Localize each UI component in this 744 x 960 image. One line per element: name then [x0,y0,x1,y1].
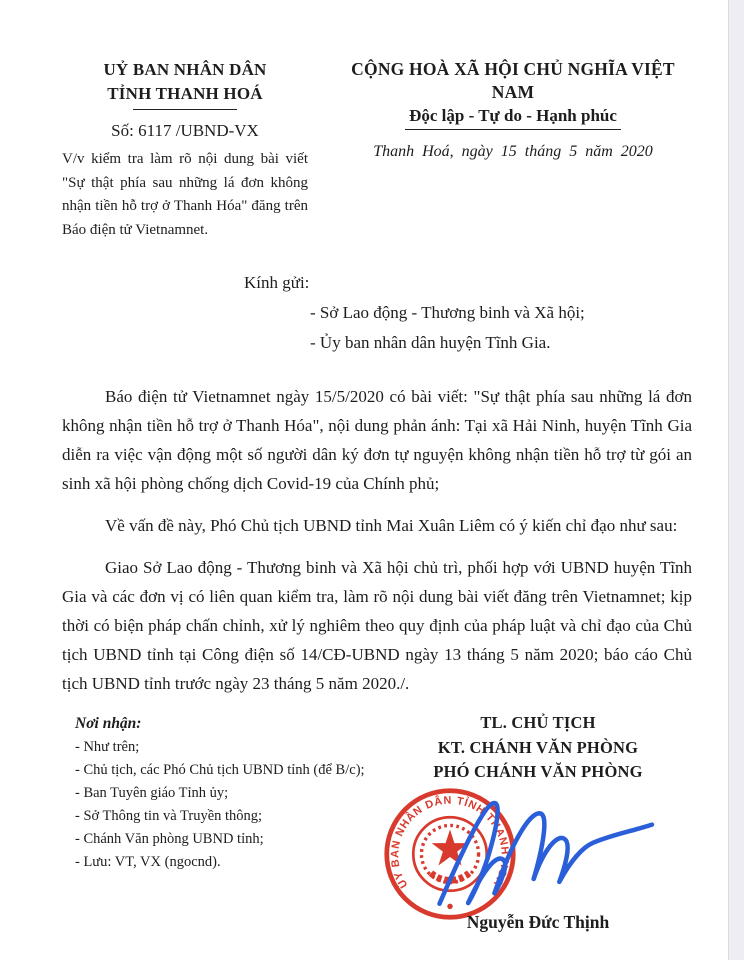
national-motto: Độc lập - Tự do - Hạnh phúc [405,106,621,130]
distribution-item: - Sở Thông tin và Truyền thông; [75,808,263,824]
distribution-item: - Chánh Văn phòng UBND tỉnh; [75,831,264,847]
letter-footer [62,711,692,936]
recipient-line: - Ủy ban nhân dân huyện Tĩnh Gia. [310,333,551,352]
distribution-item: - Chủ tịch, các Phó Chủ tịch UBND tỉnh (để B/c); [75,762,365,778]
distribution-item: - Như trên; [75,739,140,755]
handwritten-signature [432,790,658,912]
recipient-line: - Sở Lao động - Thương binh và Xã hội; [310,303,585,322]
national-title: CỘNG HOÀ XÃ HỘI CHỦ NGHĨA VIỆT NAM [351,59,675,102]
salutation-label: Kính gửi: [244,273,310,292]
body-paragraph: Về vấn đề này, Phó Chủ tịch UBND tỉnh Mai Xuân Liêm có ý kiến chỉ đạo như sau: [105,516,678,535]
scan-edge-strip [728,0,744,960]
document-number: Số: 6117 /UBND-VX [111,121,259,140]
issuer-name-line1: UỶ BAN NHÂN DÂN [103,60,267,79]
place-date-line: Thanh Hoá, ngày 15 tháng 5 năm 2020 [373,143,653,160]
document-subject: V/v kiểm tra làm rõ nội dung bài viết "Sự thật phía sau những lá đơn không nhận tiền hỗ trợ ở Thanh Hóa" đăng trên Báo điện tử Vietnamnet. [62,151,308,238]
signature-block [384,711,692,936]
distribution-list [62,711,384,936]
signature-title-line3: PHÓ CHÁNH VĂN PHÒNG [433,762,643,781]
distribution-item: - Ban Tuyên giáo Tỉnh ủy; [75,785,229,801]
signer-name: Nguyễn Đức Thịnh [466,911,610,932]
body-paragraph: Giao Sở Lao động - Thương binh và Xã hội chủ trì, phối hợp với UBND huyện Tĩnh Gia và các đơn vị có liên quan kiểm tra, làm rõ nội dung bài viết đăng trên Vietnamnet; kịp thời có biện pháp chấn chỉnh, xử lý nghiêm theo quy định của pháp luật và chỉ đạo của Chủ tịch UBND tỉnh tại Công điện số 14/CĐ-UBND ngày 13 tháng 5 năm 2020; báo cáo Chủ tịch UBND tỉnh trước ngày 23 tháng 5 năm 2020./. [62,558,692,693]
body-paragraph: Báo điện tử Vietnamnet ngày 15/5/2020 có bài viết: "Sự thật phía sau những lá đơn không nhận tiền hỗ trợ ở Thanh Hóa", nội dung phản ánh: Tại xã Hải Ninh, huyện Tĩnh Gia diễn ra việc vận động một số người dân ký đơn tự nguyện không nhận tiền hỗ trợ từ gói an sinh xã hội phòng chống dịch Covid-19 của Chính phủ; [62,387,692,493]
signature-title-line1: TL. CHỦ TỊCH [480,713,596,732]
national-header-block [308,58,692,242]
salutation-block [62,268,692,358]
issuer-name-line2: TỈNH THANH HOÁ [107,84,263,103]
seal-and-signature-area [384,786,692,936]
letter-header [62,58,692,242]
issuer-block [62,58,308,242]
letter-body [62,382,692,698]
distribution-item: - Lưu: VT, VX (ngocnd). [75,854,221,870]
issuer-underline [133,109,237,110]
distribution-title: Nơi nhận: [75,715,142,732]
seal-ring-text: ỦY BAN NHÂN DÂN TỈNH THANH HOÁ [389,794,511,890]
signature-title-line2: KT. CHÁNH VĂN PHÒNG [437,737,639,757]
